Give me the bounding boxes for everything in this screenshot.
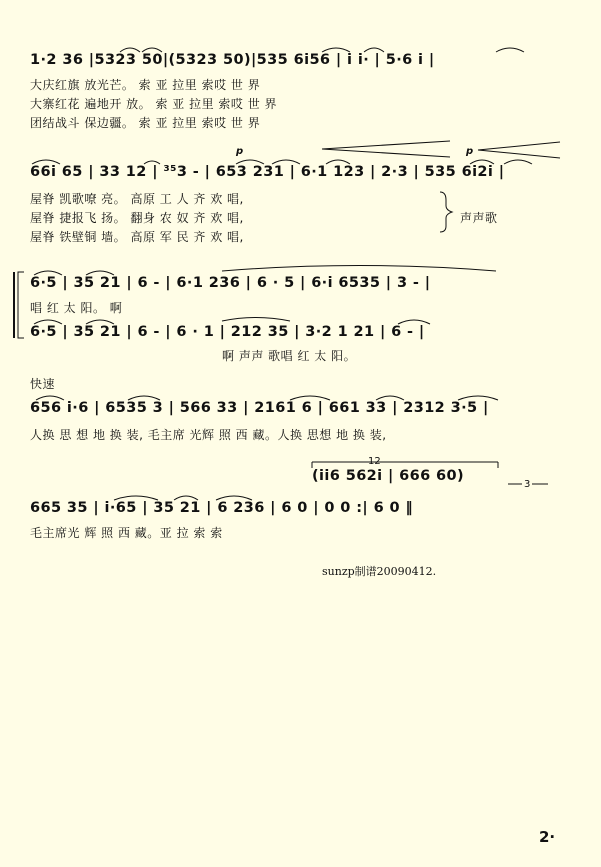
slur <box>496 48 524 52</box>
brace <box>440 192 452 232</box>
dynamic-p-1: p <box>236 146 244 157</box>
system-1-lyric-1: 大庆红旗 放光芒。 索 亚 拉里 索哎 世 界 <box>30 78 261 92</box>
system-2-lyric-1: 屋脊 凯歌嘹 亮。 高原 工 人 齐 欢 唱, <box>30 192 244 206</box>
triplet-label: 3 <box>524 479 531 490</box>
hairpin <box>478 150 560 158</box>
system-3-lower-notes: 6·5 | 35 21 | 6 - | 6 · 1 | 212 35 | 3·2 1 21 | 6 - | <box>30 324 425 340</box>
system-5-lyric: 毛主席光 辉 照 西 藏。亚 拉 索 索 <box>30 526 223 540</box>
system-4-notes: 656 i·6 | 6535 3 | 566 33 | 2161 6 | 661 33 | 2312 3·5 | <box>30 400 489 416</box>
hairpin <box>322 149 450 157</box>
credit-text: sunzp制谱20090412. <box>322 565 437 578</box>
system-1-lyric-2: 大寨红花 遍地开 放。 索 亚 拉里 索哎 世 界 <box>30 97 278 111</box>
system-3-lower-lyric: 啊 声声 歌唱 红 太 阳。 <box>222 349 357 363</box>
system-4-lyric: 人换 思 想 地 换 装, 毛主席 光辉 照 西 藏。人换 思想 地 换 装, <box>30 428 387 442</box>
hairpin <box>478 142 560 150</box>
system-1-lyric-3: 团结战斗 保边疆。 索 亚 拉里 索哎 世 界 <box>30 116 261 130</box>
page-number: 2· <box>539 828 556 846</box>
system-5-notes: 665 35 | i·65 | 35 21 | 6 236 | 6 0 | 0 0 :| 6 0 ‖ <box>30 500 414 516</box>
system-3-upper-notes: 6·5 | 35 21 | 6 - | 6·1 236 | 6 · 5 | 6·i 6535 | 3 - | <box>30 275 431 291</box>
slur <box>222 266 496 272</box>
system-2-notes: 66i 65 | 33 12 | ³⁵3 - | 653 231 | 6·1 123 | 2·3 | 535 6i2i | <box>30 164 505 180</box>
bracket-notes: (ii6 562i | 666 60) <box>312 468 465 484</box>
system-bracket <box>18 272 24 338</box>
dynamic-p-2: p <box>466 146 474 157</box>
hairpin <box>322 141 450 149</box>
system-2-lyric-3: 屋脊 铁壁铜 墙。 高原 军 民 齐 欢 唱, <box>30 230 244 244</box>
bracket-label: 12 <box>368 456 381 467</box>
system-3-upper-lyric: 唱 红 太 阳。 啊 <box>30 301 123 315</box>
slur <box>222 318 290 322</box>
system-2-lyric-2: 屋脊 捷报飞 扬。 翻身 农 奴 齐 欢 唱, <box>30 211 244 225</box>
slur <box>504 160 532 164</box>
side-lyric: 声声歌 <box>460 211 498 225</box>
tempo-marking: 快速 <box>30 377 56 391</box>
system-1-notes: 1·2 36 |5323 50|(5323 50)|535 6i56 | i i· | 5·6 i | <box>30 52 435 68</box>
